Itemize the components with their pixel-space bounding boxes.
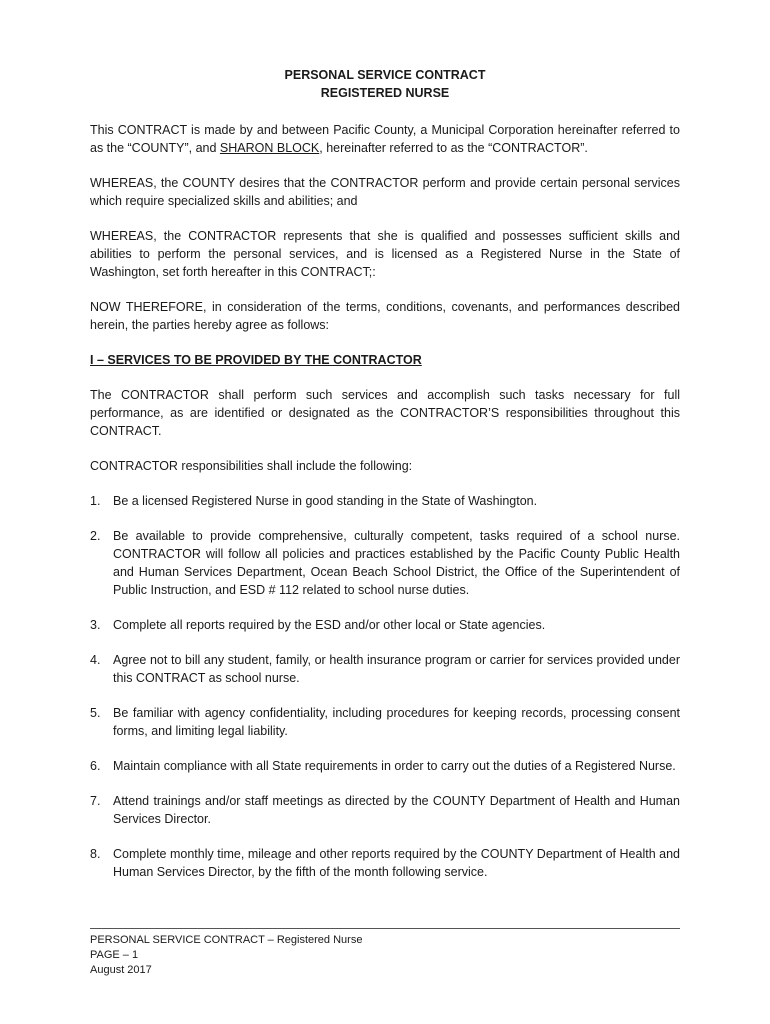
list-item-number: 5. — [90, 706, 101, 720]
list-item-number: 6. — [90, 759, 101, 773]
footer-date: August 2017 — [90, 964, 152, 976]
list-item-text: Maintain compliance with all State requirements in order to carry out the duties of a Registered Nurse. — [113, 759, 676, 773]
list-item-text: Complete all reports required by the ESD and/or other local or State agencies. — [113, 618, 546, 632]
list-item-text: Be a licensed Registered Nurse in good standing in the State of Washington. — [113, 494, 538, 508]
list-item — [90, 616, 680, 634]
list-item — [90, 651, 680, 687]
footer-page-number: PAGE – 1 — [90, 949, 139, 961]
section-heading: I – SERVICES TO BE PROVIDED BY THE CONTRACTOR — [90, 353, 422, 367]
section-body: The CONTRACTOR shall perform such services and accomplish such tasks necessary for full performance, as are identified or designated as the CONTRACTOR’S responsibilities throughout this CONTRACT. — [90, 388, 680, 438]
intro-text-before: This CONTRACT is made by and between Pacific County, a Municipal Corporation hereinafter referred to as the “COUNTY”, and — [90, 123, 680, 155]
responsibilities-list — [90, 492, 680, 881]
footer-document-title: PERSONAL SERVICE CONTRACT – Registered Nurse — [90, 934, 363, 946]
list-item-text: Be available to provide comprehensive, culturally competent, tasks required of a school nurse. CONTRACTOR will follow all policies and practices established by the Pacific County Public Health and Human Services Department, Ocean Beach School District, the Office of the Superintendent of Public Instruction, and ESD # 112 related to school nurse duties. — [113, 529, 680, 597]
list-item-text: Attend trainings and/or staff meetings as directed by the COUNTY Department of Health and Human Services Director. — [113, 794, 680, 826]
list-item-number: 8. — [90, 847, 101, 861]
page-footer — [90, 928, 680, 978]
contractor-name: SHARON BLOCK — [219, 141, 320, 155]
list-item-text: Agree not to bill any student, family, or health insurance program or carrier for services provided under this CONTRACT as school nurse. — [113, 653, 680, 685]
document-title-line-1: PERSONAL SERVICE CONTRACT — [284, 68, 486, 82]
now-therefore-paragraph: NOW THEREFORE, in consideration of the terms, conditions, covenants, and performances described herein, the parties hereby agree as follows: — [90, 300, 680, 332]
list-item-number: 4. — [90, 653, 101, 667]
list-item — [90, 792, 680, 828]
list-item-number: 1. — [90, 494, 101, 508]
list-item-text: Be familiar with agency confidentiality, including procedures for keeping records, processing consent forms, and limiting legal liability. — [113, 706, 680, 738]
document-body — [90, 66, 680, 898]
intro-text-after: , hereinafter referred to as the “CONTRACTOR”. — [319, 141, 588, 155]
list-item — [90, 492, 680, 510]
list-item — [90, 845, 680, 881]
list-item — [90, 527, 680, 599]
whereas-paragraph-2: WHEREAS, the CONTRACTOR represents that she is qualified and possesses sufficient skills and abilities to perform the personal services, and is licensed as a Registered Nurse in the State of Washington, set forth hereafter in this CONTRACT;: — [90, 229, 680, 279]
document-title-line-2: REGISTERED NURSE — [320, 86, 450, 100]
list-item-text: Complete monthly time, mileage and other reports required by the COUNTY Department of Health and Human Services Director, by the fifth of the month following service. — [113, 847, 680, 879]
list-item — [90, 704, 680, 740]
list-item-number: 7. — [90, 794, 101, 808]
list-item-number: 3. — [90, 618, 101, 632]
list-item — [90, 757, 680, 775]
list-item-number: 2. — [90, 529, 101, 543]
intro-paragraph — [90, 121, 680, 157]
responsibilities-intro: CONTRACTOR responsibilities shall include the following: — [90, 459, 413, 473]
whereas-paragraph-1: WHEREAS, the COUNTY desires that the CONTRACTOR perform and provide certain personal services which require specialized skills and abilities; and — [90, 176, 680, 208]
